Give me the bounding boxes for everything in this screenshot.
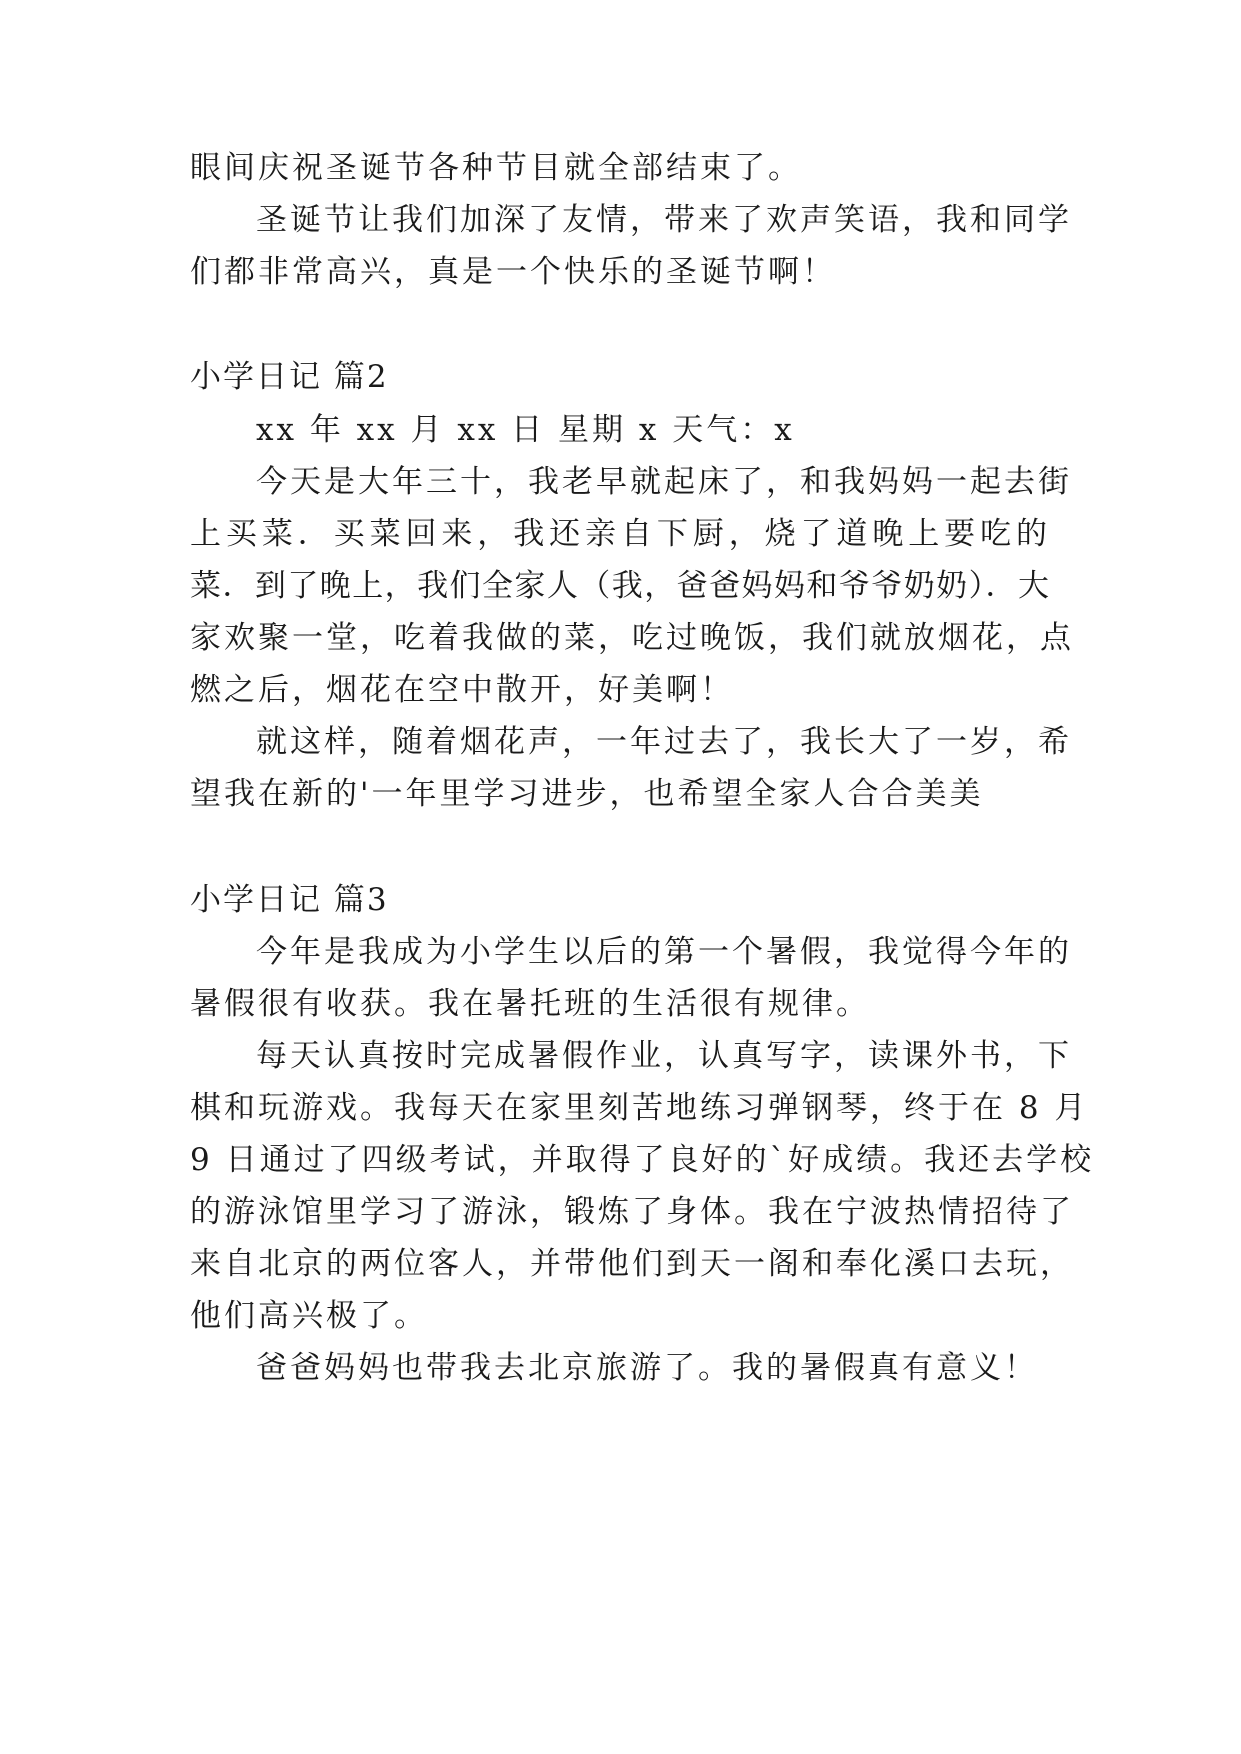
- paragraph-line: 菜．到了晚上，我们全家人（我，爸爸妈妈和爷爷奶奶）．大: [190, 568, 1050, 604]
- paragraph-line: 就这样，随着烟花声，一年过去了，我长大了一岁，希: [256, 724, 1072, 760]
- paragraph-line: 今年是我成为小学生以后的第一个暑假，我觉得今年的: [256, 934, 1072, 970]
- paragraph-line: 今天是大年三十，我老早就起床了，和我妈妈一起去街: [256, 464, 1072, 500]
- paragraph-line: 眼间庆祝圣诞节各种节目就全部结束了。: [190, 150, 802, 186]
- paragraph-line: 棋和玩游戏。我每天在家里刻苦地练习弹钢琴，终于在 8 月: [190, 1090, 1089, 1126]
- paragraph-line: 家欢聚一堂，吃着我做的菜，吃过晚饭，我们就放烟花，点: [190, 620, 1074, 656]
- paragraph-line: 来自北京的两位客人，并带他们到天一阁和奉化溪口去玩，: [190, 1246, 1074, 1282]
- section-title: 小学日记 篇3: [190, 882, 389, 918]
- paragraph-line: 燃之后，烟花在空中散开，好美啊！: [190, 672, 734, 708]
- paragraph-line: 的游泳馆里学习了游泳，锻炼了身体。我在宁波热情招待了: [190, 1194, 1074, 1230]
- date-line: xx 年 xx 月 xx 日 星期 x 天气：x: [256, 412, 795, 448]
- paragraph-line: 们都非常高兴，真是一个快乐的圣诞节啊！: [190, 254, 836, 290]
- paragraph-line: 每天认真按时完成暑假作业，认真写字，读课外书，下: [256, 1038, 1072, 1074]
- paragraph-line: 暑假很有收获。我在暑托班的生活很有规律。: [190, 986, 870, 1022]
- paragraph-line: 他们高兴极了。: [190, 1298, 428, 1334]
- section-title: 小学日记 篇2: [190, 359, 389, 395]
- paragraph-line: 望我在新的'一年里学习进步，也希望全家人合合美美: [190, 776, 984, 812]
- paragraph-line: 上买菜．买菜回来，我还亲自下厨，烧了道晚上要吃的: [190, 516, 1050, 552]
- paragraph-line: 圣诞节让我们加深了友情，带来了欢声笑语，我和同学: [256, 202, 1072, 238]
- paragraph-line: 爸爸妈妈也带我去北京旅游了。我的暑假真有意义！: [256, 1350, 1038, 1386]
- paragraph-line: 9 日通过了四级考试，并取得了良好的`好成绩。我还去学校: [190, 1142, 1095, 1178]
